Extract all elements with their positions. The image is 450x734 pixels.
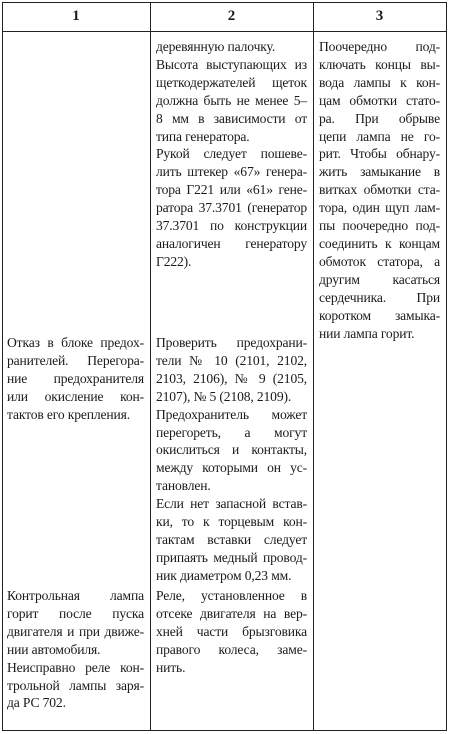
text-line: лить штекер «67» генера-	[156, 164, 307, 180]
text-line: припаять медный провод-	[156, 549, 307, 565]
text-line: нии лампа горит.	[319, 325, 415, 341]
text-line: Предохранитель может	[156, 406, 307, 422]
column-divider-1	[150, 2, 151, 731]
text-line: Реле, установленное в	[156, 588, 307, 603]
table-cell	[156, 587, 307, 677]
text-line: Рукой следует пошеве-	[156, 146, 307, 162]
text-line: хней части брызговика	[156, 623, 307, 639]
column-header-2: 2	[227, 8, 236, 24]
text-line: должна быть не менее 5–	[156, 92, 307, 108]
table-right-border	[446, 2, 447, 731]
text-line: двигателя и при движе-	[7, 623, 144, 639]
text-line: сердечника. При	[319, 289, 440, 305]
text-line: или окисление кон-	[7, 388, 144, 404]
text-line: тактам вставки следует	[156, 531, 307, 547]
text-line: отсеке двигателя на вер-	[156, 605, 307, 621]
text-line: обмоток статора, а	[319, 253, 440, 269]
text-line: ключать концы вы-	[319, 56, 440, 72]
text-line: рит. Чтобы обнару-	[319, 146, 440, 162]
text-line: ратора 37.3701 (генератор	[156, 200, 307, 216]
text-line: щеткодержателей щеток	[156, 74, 307, 90]
text-line: 37.3701 по конструкции	[156, 218, 307, 234]
text-line: тактов его крепления.	[7, 406, 130, 422]
header-bottom-border	[2, 31, 446, 32]
text-line: другим касаться	[319, 271, 440, 287]
text-line: Высота выступающих из	[156, 56, 307, 72]
text-line: тели № 10 (2101, 2102,	[156, 352, 307, 368]
text-line: 2107), № 5 (2108, 2109).	[156, 388, 292, 404]
text-line: перегореть, а могут	[156, 424, 307, 440]
text-line: цам обмотки стато-	[319, 92, 440, 108]
table-top-border	[2, 2, 446, 3]
text-line: Отказ в блоке предох-	[7, 335, 144, 350]
text-line: горит после пуска	[7, 605, 144, 621]
text-line: аналогичен генератору	[156, 235, 307, 251]
text-line: Проверить предохрани-	[156, 335, 307, 350]
text-line: витках обмотки ста-	[319, 182, 440, 198]
table-cell	[7, 334, 144, 424]
text-line: ние предохранителя	[7, 370, 144, 386]
text-line: окислиться и контакты,	[156, 442, 307, 458]
table-cell	[156, 334, 307, 585]
text-line: Неисправно реле кон-	[7, 659, 144, 675]
text-line: типа генератора.	[156, 128, 250, 144]
text-line: цепи лампа не го-	[319, 128, 440, 144]
text-line: деревянную палочку.	[156, 39, 276, 54]
text-line: Контрольная лампа	[7, 588, 144, 603]
text-line: 2103, 2106), № 9 (2105,	[156, 370, 307, 386]
column-divider-2	[313, 2, 314, 731]
text-line: между которыми он ус-	[156, 460, 307, 476]
text-line: ранителей. Перегора-	[7, 352, 144, 368]
text-line: Если нет запасной встав-	[156, 496, 307, 512]
table-cell	[156, 38, 307, 271]
text-line: ки, то к торцевым кон-	[156, 514, 307, 530]
table-left-border	[2, 2, 3, 731]
text-line: тора Г221 или «61» гене-	[156, 182, 307, 198]
text-line: нить.	[156, 659, 186, 675]
text-line: нии автомобиля.	[7, 641, 101, 657]
text-line: 8 мм в зависимости от	[156, 110, 307, 126]
text-line: правого колеса, замe-	[156, 641, 307, 657]
table-cell	[319, 38, 440, 342]
text-line: пы поочередно под-	[319, 218, 440, 234]
text-line: тора, один щуп лам-	[319, 200, 440, 216]
table-bottom-border	[2, 730, 446, 731]
text-line: трольной лампы заря-	[7, 677, 144, 693]
table-cell	[7, 587, 144, 712]
text-line: тановлен.	[156, 478, 211, 494]
text-line: коротком замыка-	[319, 307, 440, 323]
text-line: ра. При обрыве	[319, 110, 440, 126]
text-line: Г222).	[156, 253, 192, 269]
text-line: жить замыкание в	[319, 164, 440, 180]
column-header-3: 3	[375, 8, 384, 24]
text-line: Поочередно под-	[319, 39, 440, 54]
text-line: соединить к концам	[319, 235, 440, 251]
text-line: да РС 702.	[7, 695, 66, 711]
column-header-1: 1	[72, 8, 80, 24]
text-line: вода лампы к кон-	[319, 74, 440, 90]
text-line: ник диаметром 0,23 мм.	[156, 567, 292, 583]
